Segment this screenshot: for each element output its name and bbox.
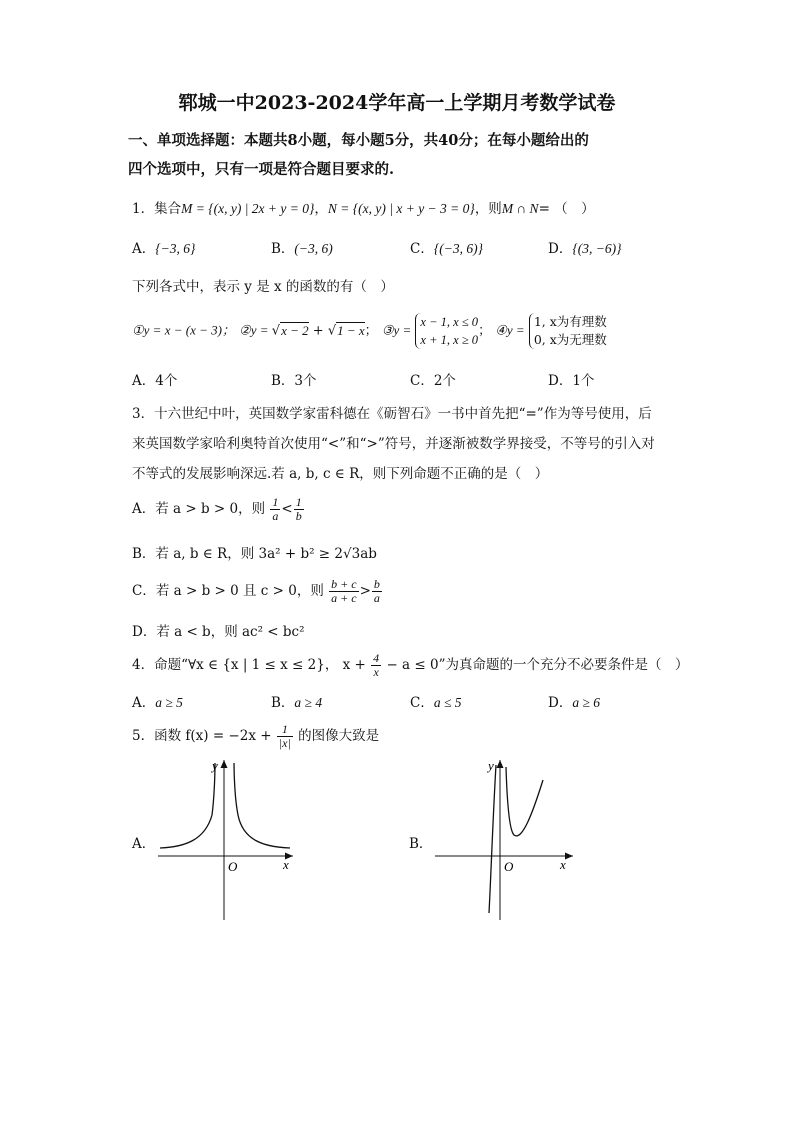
question-5-stem — [132, 723, 379, 750]
numerator: 4 — [373, 651, 380, 665]
curve-right-branch — [506, 767, 543, 836]
denominator: a — [272, 509, 279, 523]
q4-text-post: − a ≤ 0”为真命题的一个充分不必要条件是（ ） — [386, 657, 689, 673]
origin-label: O — [504, 859, 514, 874]
question-1-stem — [132, 197, 595, 217]
separator: ； — [364, 323, 378, 339]
graph-b[interactable] — [430, 755, 580, 923]
option-text: 2个 — [433, 373, 456, 389]
q2-option-d[interactable] — [548, 369, 594, 389]
graph-a-label[interactable]: A． — [132, 836, 156, 852]
numerator: b — [373, 577, 380, 591]
y-axis-arrow — [221, 760, 228, 768]
q4-option-b[interactable] — [271, 691, 322, 711]
sqrt-sign: √ — [327, 323, 337, 339]
option-label: C． — [410, 241, 434, 257]
section-heading-line1: 一、单项选择题：本题共8小题，每小题5分，共40分；在每小题给出的 — [128, 132, 589, 149]
y-axis-label: y — [488, 758, 494, 773]
q4-option-d[interactable] — [548, 691, 600, 711]
option-label: A． — [132, 695, 156, 711]
fraction — [277, 723, 293, 750]
numerator: 1 — [295, 495, 302, 509]
q1-sep: ， — [314, 201, 328, 217]
q3-option-b[interactable]: B．若 a, b ∈ R，则 3a² + b² ≥ 2√3ab — [132, 546, 377, 562]
option-label: D． — [548, 241, 573, 257]
question-2-items — [132, 313, 607, 349]
option-text: {−3, 6} — [155, 241, 196, 256]
option-text: 3个 — [294, 373, 317, 389]
curve-left-branch — [160, 763, 215, 848]
question-number: 1． — [132, 201, 155, 217]
piecewise-3 — [415, 313, 478, 349]
radicand-1: x − 2 — [281, 322, 309, 338]
q3-option-a[interactable] — [132, 496, 305, 523]
piecewise-4 — [529, 313, 607, 349]
page-title: 郓城一中2023-2024学年高一上学期月考数学试卷 — [178, 92, 616, 114]
q1-option-c[interactable] — [410, 237, 483, 257]
denominator: b — [295, 509, 302, 523]
option-text: a ≤ 5 — [433, 695, 462, 710]
graph-a[interactable] — [150, 755, 300, 923]
sqrt-sign: √ — [271, 323, 281, 339]
question-4-stem — [132, 652, 688, 679]
item-2-prefix: ②y = — [239, 322, 272, 338]
q1-text-c: = （ ） — [538, 201, 595, 217]
greater-than: > — [359, 583, 371, 599]
denominator: a + c — [331, 591, 357, 605]
q3-option-c[interactable] — [132, 578, 383, 605]
question-3-line3: 不等式的发展影响深远.若 a, b, c ∈ R，则下列命题不正确的是（ ） — [132, 466, 549, 482]
origin-label: O — [228, 859, 238, 874]
option-label: D． — [548, 373, 573, 389]
q1-option-d[interactable] — [548, 237, 621, 257]
q1-option-b[interactable] — [271, 237, 333, 257]
numerator: 1 — [277, 723, 293, 737]
option-label: B． — [271, 695, 295, 711]
x-axis-label: x — [560, 857, 566, 872]
option-label: B． — [271, 373, 295, 389]
fraction — [294, 496, 304, 523]
option-label: A． — [132, 373, 156, 389]
set-N: N = {(x, y) | x + y − 3 = 0} — [327, 201, 475, 216]
fraction — [372, 578, 382, 605]
q2-option-b[interactable] — [271, 369, 317, 389]
case-line: 1, x为有理数 — [533, 314, 607, 329]
item-4-prefix: ④y = — [495, 322, 525, 338]
q4-option-c[interactable] — [410, 691, 462, 711]
option-text: 1个 — [572, 373, 595, 389]
section-heading-line2: 四个选项中，只有一项是符合题目要求的. — [128, 161, 395, 178]
q5-text-pre: 5．函数 f(x) = −2x + — [132, 728, 272, 744]
y-axis-arrow — [497, 760, 504, 768]
option-text: (−3, 6) — [294, 241, 333, 256]
option-label: A． — [132, 241, 156, 257]
option-text: C．若 a > b > 0 且 c > 0，则 — [132, 583, 324, 599]
q1-option-a[interactable] — [132, 237, 195, 257]
plus: + — [308, 323, 328, 339]
radicand-2: 1 − x — [337, 322, 365, 338]
item-3-prefix: ③y = — [381, 322, 412, 338]
curve-left-branch — [489, 765, 496, 913]
question-3-line2: 来英国数学家哈利奥特首次使用“<”和“>”符号，并逐渐被数学界接受，不等号的引入对 — [132, 436, 655, 452]
separator: ； — [478, 323, 492, 339]
option-label: C． — [410, 373, 434, 389]
q3-option-d[interactable]: D．若 a < b，则 ac² < bc² — [132, 624, 305, 640]
x-axis-label: x — [283, 857, 289, 872]
fraction — [270, 496, 280, 523]
option-text: a ≥ 4 — [294, 695, 323, 710]
option-label: B． — [271, 241, 295, 257]
set-M: M = {(x, y) | 2x + y = 0} — [181, 201, 315, 216]
q4-option-a[interactable] — [132, 691, 183, 711]
graph-b-label[interactable]: B． — [409, 836, 433, 852]
denominator: a — [373, 591, 380, 605]
curve-right-branch — [234, 763, 290, 848]
intersection-expr: M ∩ N — [501, 201, 539, 216]
option-text: a ≥ 6 — [572, 695, 600, 710]
less-than: < — [281, 501, 293, 517]
fraction — [329, 578, 358, 605]
x-axis-arrow — [565, 853, 573, 860]
case-line: x − 1, x ≤ 0 — [420, 315, 479, 329]
denominator: x — [373, 665, 379, 679]
item-1: ①y = x − (x − 3)； — [132, 322, 235, 338]
option-text: a ≥ 5 — [155, 695, 183, 710]
fraction — [371, 652, 381, 679]
q5-text-post: 的图像大致是 — [298, 728, 380, 744]
denominator: |x| — [278, 736, 291, 750]
question-3-line1: 3．十六世纪中叶，英国数学家雷科德在《砺智石》一书中首先把“=”作为等号使用，后 — [132, 406, 652, 422]
numerator: b + c — [331, 577, 357, 591]
y-axis-label: y — [212, 758, 218, 773]
question-2-stem: 下列各式中，表示 y 是 x 的函数的有（ ） — [132, 279, 394, 295]
q1-text-b: ，则 — [474, 201, 502, 217]
q2-option-a[interactable] — [132, 369, 177, 389]
q2-option-c[interactable] — [410, 369, 456, 389]
option-label: C． — [410, 695, 434, 711]
case-line: x + 1, x ≥ 0 — [420, 333, 479, 347]
case-line: 0, x为无理数 — [533, 332, 607, 347]
numerator: 1 — [272, 495, 279, 509]
option-text: {(3, −6)} — [572, 241, 622, 256]
option-text: 4个 — [155, 373, 178, 389]
option-text: A．若 a > b > 0，则 — [132, 501, 266, 517]
option-text: {(−3, 6)} — [433, 241, 483, 256]
q1-text-a: 集合 — [154, 201, 182, 217]
q4-text-pre: 4．命题“∀x ∈ {x | 1 ≤ x ≤ 2}， x + — [132, 657, 366, 673]
option-label: D． — [548, 695, 573, 711]
